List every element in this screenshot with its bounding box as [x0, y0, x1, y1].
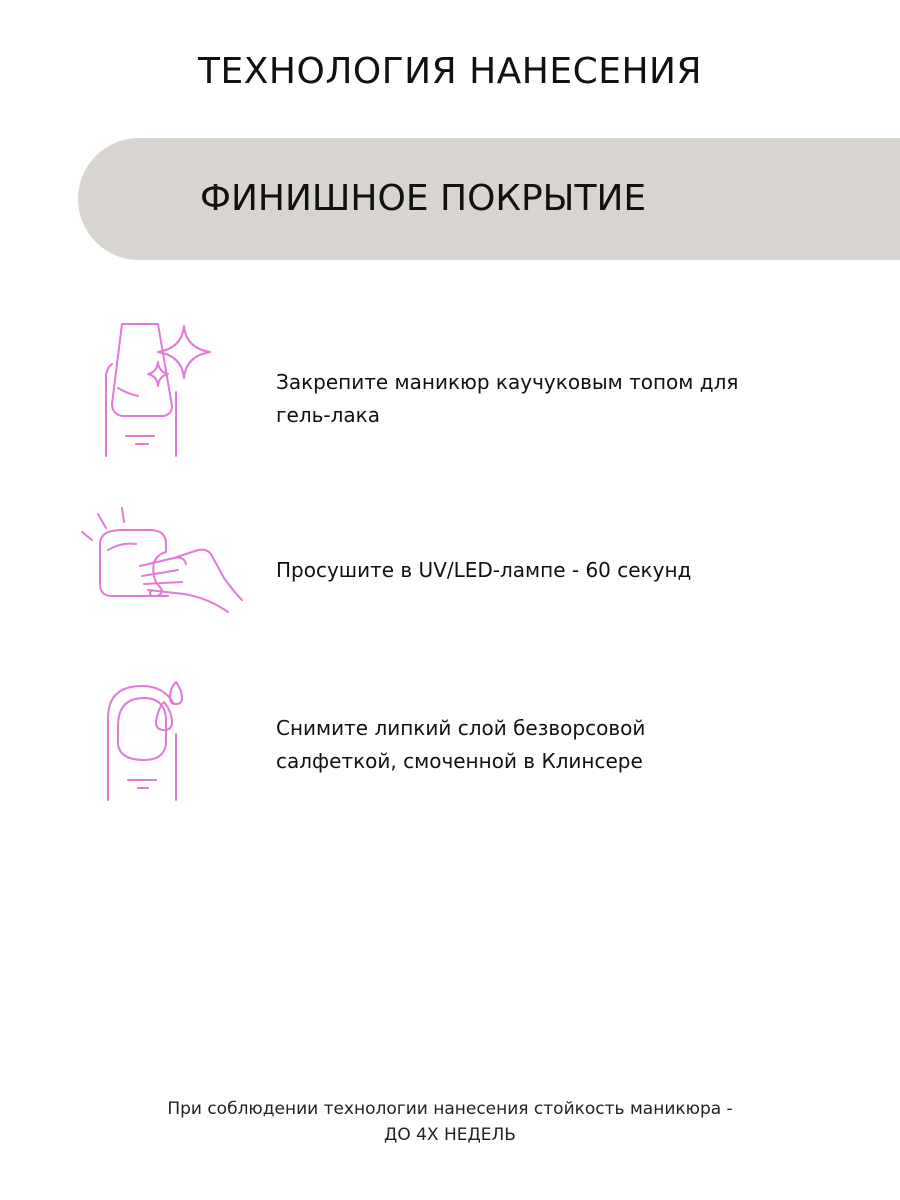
uv-lamp-hand-icon	[78, 504, 246, 614]
nail-sparkle-icon	[78, 318, 218, 458]
nail-drop-icon	[78, 674, 218, 802]
page-title: ТЕХНОЛОГИЯ НАНЕСЕНИЯ	[198, 51, 702, 92]
step-3-text: Снимите липкий слой безворсовой салфеткой, смоченной в Клинсере	[276, 716, 646, 773]
step-2-text: Просушите в UV/LED-лампе - 60 секунд	[276, 558, 692, 582]
footer-note: При соблюдении технологии нанесения стойкость маникюра - ДО 4Х НЕДЕЛЬ	[167, 1099, 733, 1145]
section-banner	[78, 138, 900, 260]
step-1-text: Закрепите маникюр каучуковым топом для гель-лака	[276, 370, 739, 427]
section-title: ФИНИШНОЕ ПОКРЫТИЕ	[200, 178, 647, 219]
